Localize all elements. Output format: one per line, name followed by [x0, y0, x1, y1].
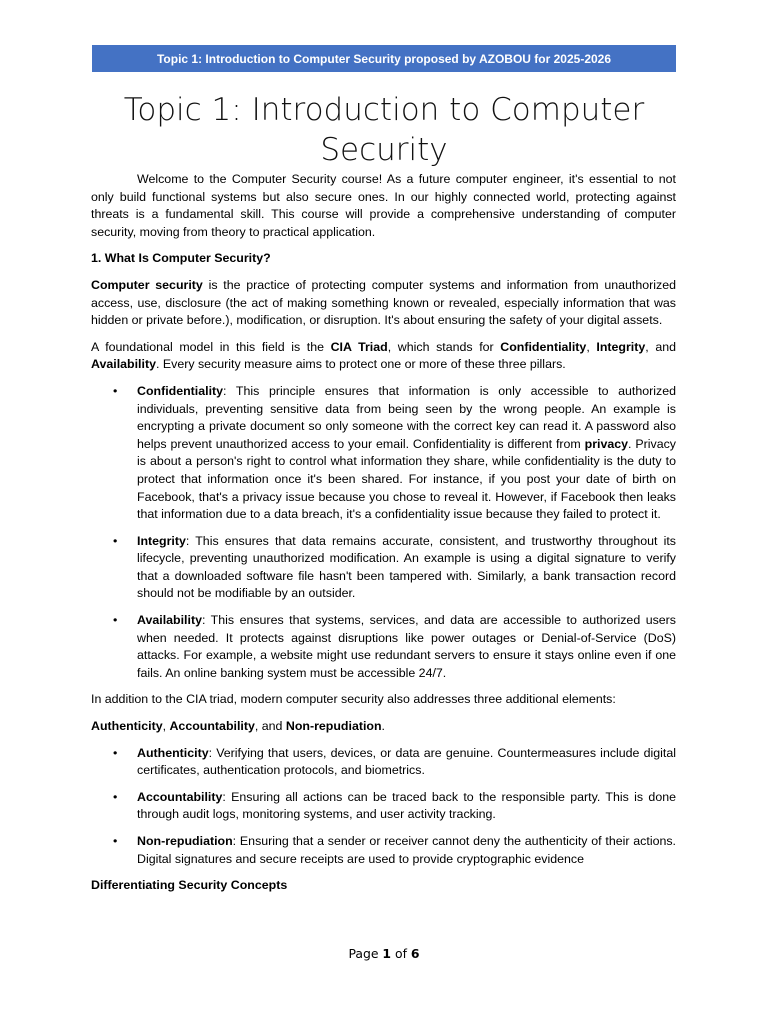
list-item-integrity	[113, 533, 676, 603]
list-item-availability	[113, 612, 676, 682]
bullet-icon: •	[113, 533, 118, 548]
cia-text-1: A foundational model in this field is the	[91, 339, 331, 354]
intro-paragraph: Welcome to the Computer Security course! As a future computer engineer, it's essential to not only build functional systems but also secure ones. In our highly connected world, protecting against threats is a fundamental skill. This course will provide a comprehensive understanding of computer security, moving from theory to practical application.	[91, 172, 676, 239]
item-text: : Ensuring all actions can be traced back to the responsible party. This is done through audit logs, monitoring systems, and user activity tracking.	[137, 789, 676, 822]
bullet-icon: •	[113, 383, 118, 398]
term-confidentiality: Confidentiality	[500, 339, 587, 354]
term-non-repudiation: Non-repudiation	[285, 719, 382, 734]
add-sep-2: , and	[254, 719, 286, 734]
item-text: : Ensuring that a sender or receiver cannot deny the authenticity of their actions. Digital signatures and secure receipts are used to provide cryptographic evidence	[137, 834, 676, 866]
list-item-confidentiality	[113, 383, 676, 524]
cia-list	[91, 383, 676, 683]
item-term: Confidentiality	[137, 383, 224, 398]
term-integrity: Integrity	[596, 339, 646, 354]
additional-list	[91, 745, 676, 869]
page-current: 1	[382, 946, 392, 961]
page-footer	[0, 946, 768, 961]
item-term: Availability	[137, 613, 202, 628]
definition-paragraph	[91, 277, 676, 330]
term-cia-triad: CIA Triad	[330, 339, 388, 354]
term-authenticity: Authenticity	[91, 719, 163, 734]
cia-sep-2: , and	[645, 339, 677, 354]
item-text: : This principle ensures that information is only accessible to authorized individuals, preventing sensitive data from being seen by the wrong people. An example is encrypting a private document so only someone with the correct key can read it. A password also helps prevent unauthorized access to your email. Confidentiality is different from	[137, 383, 676, 451]
definition-text: is the practice of protecting computer systems and information from unauthorized access, use, disclosure (the act of making something known or revealed, especially information that was hidden or private before.), modification, or disruption. It's about ensuring the safety of your digital assets.	[91, 277, 677, 328]
item-text: : This ensures that data remains accurate, consistent, and trustworthy throughout its lifecycle, preventing unauthorized modification. An example is using a digital signature to verify that a downloaded software file hasn't been tampered with. Similarly, a bank transaction record should not be modifiable by an outsider.	[137, 533, 676, 601]
additional-elements	[91, 718, 676, 736]
cia-paragraph	[91, 339, 676, 374]
bullet-icon: •	[113, 613, 118, 628]
list-item-authenticity	[113, 745, 676, 780]
item-text: : Verifying that users, devices, or data are genuine. Countermeasures include digital certificates, authentication protocols, and biometrics.	[137, 745, 676, 778]
item-text: . Privacy is about a person's right to control what information they share, while confidentiality is the duty to protect that information once it's been shared. For instance, if you post your date of birth on Facebook, that's a privacy issue because you chose to reveal it. However, if Facebook then leaks that information due to a data breach, it's a confidentiality issue because they failed to protect it.	[137, 436, 676, 522]
cia-text-2: , which stands for	[387, 339, 501, 354]
list-item-accountability	[113, 789, 676, 824]
list-item-non-repudiation	[113, 833, 676, 868]
document-body	[91, 171, 676, 904]
term-computer-security: Computer security	[91, 277, 203, 292]
cia-sep-1: ,	[586, 339, 597, 354]
item-term: Accountability	[137, 789, 223, 804]
item-term: Authenticity	[137, 745, 209, 760]
item-text: : This ensures that systems, services, and data are accessible to authorized users when needed. It protects against disruptions like power outages or Denial-of-Service (DoS) attacks. For example, a website might use redundant servers to ensure it stays online even if one fails. An online banking system must be accessible 24/7.	[137, 613, 676, 680]
add-end: .	[381, 719, 385, 734]
bullet-icon: •	[113, 789, 118, 804]
term-accountability: Accountability	[169, 719, 255, 734]
header-banner: Topic 1: Introduction to Computer Security proposed by AZOBOU for 2025-2026	[92, 45, 676, 72]
item-term: Integrity	[137, 533, 186, 548]
page-of: of	[391, 946, 411, 961]
bullet-icon: •	[113, 745, 118, 760]
document-title: Topic 1: Introduction to Computer Security	[123, 92, 645, 168]
add-sep-1: ,	[162, 719, 170, 734]
page-label: Page	[348, 946, 383, 961]
additional-intro: In addition to the CIA triad, modern computer security also addresses three additional elements:	[91, 692, 616, 707]
term-availability: Availability	[91, 357, 156, 372]
bullet-icon: •	[113, 834, 118, 848]
page-total: 6	[410, 946, 420, 961]
section-heading-differentiating: Differentiating Security Concepts	[91, 878, 288, 893]
term-privacy: privacy	[584, 436, 629, 451]
item-term: Non-repudiation	[137, 834, 233, 848]
cia-text-3: . Every security measure aims to protect one or more of these three pillars.	[155, 357, 566, 372]
section-heading-what-is: 1. What Is Computer Security?	[91, 251, 271, 266]
